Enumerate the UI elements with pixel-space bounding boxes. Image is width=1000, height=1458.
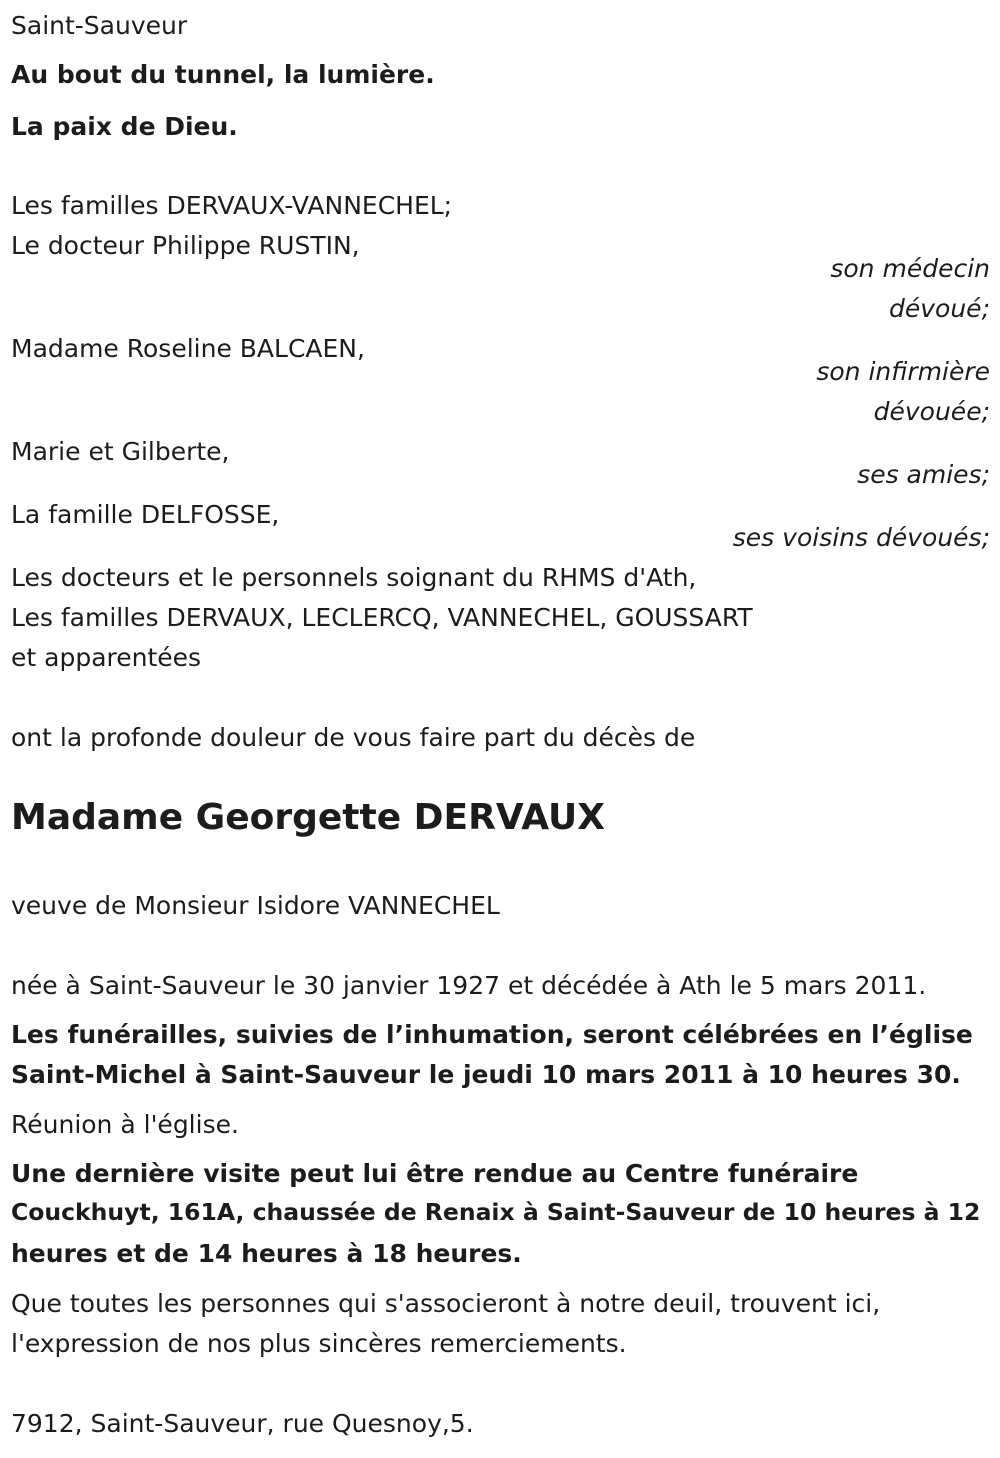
neighbors-role: ses voisins dévoués; bbox=[732, 523, 990, 552]
location: Saint-Sauveur bbox=[11, 11, 188, 40]
doctor-role-1: son médecin bbox=[830, 254, 990, 283]
deceased-name: Madame Georgette DERVAUX bbox=[11, 797, 605, 838]
mourner-related: et apparentées bbox=[11, 643, 202, 672]
birth-death: née à Saint-Sauveur le 30 janvier 1927 et décédée à Ath le 5 mars 2011. bbox=[11, 971, 927, 1000]
doctor-role-2: dévoué; bbox=[889, 294, 990, 323]
mourner-doctor: Le docteur Philippe RUSTIN, bbox=[11, 231, 360, 260]
widow-of: veuve de Monsieur Isidore VANNECHEL bbox=[11, 891, 500, 920]
visit-line-1: Une dernière visite peut lui être rendue au Centre funéraire bbox=[11, 1159, 859, 1188]
funeral-line-1: Les funérailles, suivies de l’inhumation, seront célébrées en l’église bbox=[11, 1020, 973, 1049]
mourner-nurse: Madame Roseline BALCAEN, bbox=[11, 334, 365, 363]
announcement: ont la profonde douleur de vous faire part du décès de bbox=[11, 723, 696, 752]
thanks-line-1: Que toutes les personnes qui s'associeront à notre deuil, trouvent ici, bbox=[11, 1289, 881, 1318]
visit-line-3: heures et de 14 heures à 18 heures. bbox=[11, 1239, 522, 1268]
visit-line-2: Couckhuyt, 161A, chaussée de Renaix à Saint-Sauveur de 10 heures à 12 bbox=[11, 1198, 981, 1226]
nurse-role-1: son infirmière bbox=[816, 357, 990, 386]
quote-1: Au bout du tunnel, la lumière. bbox=[11, 60, 435, 89]
quote-2: La paix de Dieu. bbox=[11, 112, 238, 141]
meeting: Réunion à l'église. bbox=[11, 1110, 239, 1139]
mourner-friends: Marie et Gilberte, bbox=[11, 437, 230, 466]
mourner-family-1: Les familles DERVAUX-VANNECHEL; bbox=[11, 191, 453, 220]
mourner-families-2: Les familles DERVAUX, LECLERCQ, VANNECHEL, GOUSSART bbox=[11, 603, 753, 632]
thanks-line-2: l'expression de nos plus sincères remerciements. bbox=[11, 1329, 627, 1358]
friends-role: ses amies; bbox=[857, 460, 990, 489]
funeral-line-2: Saint-Michel à Saint-Sauveur le jeudi 10 mars 2011 à 10 heures 30. bbox=[11, 1060, 961, 1089]
address: 7912, Saint-Sauveur, rue Quesnoy,5. bbox=[11, 1409, 474, 1438]
nurse-role-2: dévouée; bbox=[873, 397, 990, 426]
mourner-neighbors: La famille DELFOSSE, bbox=[11, 500, 280, 529]
mourner-staff: Les docteurs et le personnels soignant du RHMS d'Ath, bbox=[11, 563, 697, 592]
